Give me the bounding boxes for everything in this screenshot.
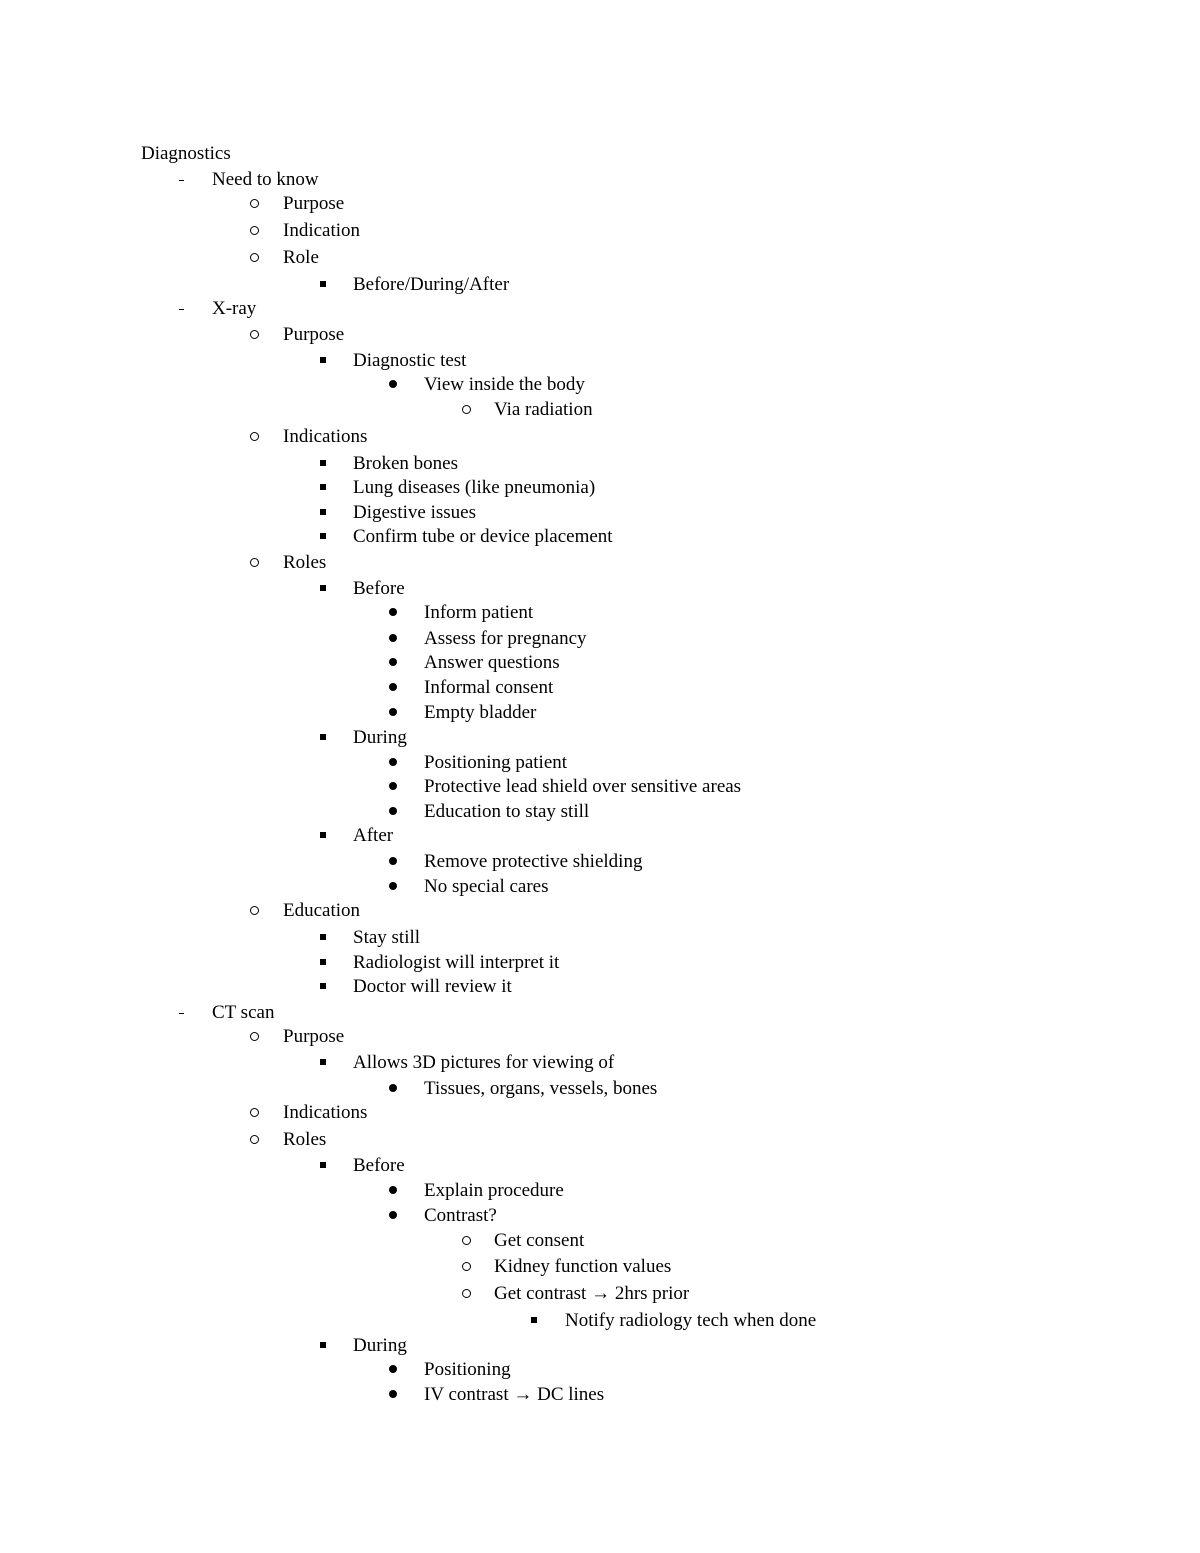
list-item bbox=[0, 750, 1100, 775]
list-item-text: Lung diseases (like pneumonia) bbox=[353, 477, 596, 498]
list-item bbox=[0, 1024, 1100, 1049]
list-item-text: Before/During/After bbox=[353, 274, 510, 295]
list-item bbox=[0, 1050, 1100, 1075]
list-item-text: Role bbox=[283, 247, 319, 268]
dash-bullet-icon bbox=[176, 167, 200, 192]
list-item bbox=[0, 650, 1100, 675]
list-item bbox=[0, 322, 1100, 347]
list-item bbox=[0, 272, 1100, 297]
list-item-text: Radiologist will interpret it bbox=[353, 952, 560, 973]
square-bullet-icon bbox=[319, 1153, 343, 1178]
list-item bbox=[0, 1308, 1100, 1333]
list-item-text: Informal consent bbox=[424, 677, 554, 698]
list-item bbox=[0, 925, 1100, 950]
list-item bbox=[0, 950, 1100, 975]
disc-bullet-icon bbox=[389, 1357, 413, 1382]
list-item-text: Purpose bbox=[283, 193, 345, 214]
square-bullet-icon bbox=[319, 1050, 343, 1075]
list-item bbox=[0, 1100, 1100, 1125]
list-item bbox=[0, 296, 1100, 321]
list-item bbox=[0, 1357, 1100, 1382]
list-item-text: Contrast? bbox=[424, 1205, 497, 1226]
list-item bbox=[0, 500, 1100, 525]
circle-bullet-icon bbox=[461, 1254, 485, 1279]
list-item-text: CT scan bbox=[212, 1002, 275, 1023]
list-item-text: During bbox=[353, 1335, 407, 1356]
square-bullet-icon bbox=[319, 272, 343, 297]
disc-bullet-icon bbox=[389, 774, 413, 799]
circle-bullet-icon bbox=[249, 424, 273, 449]
list-item bbox=[0, 1254, 1100, 1279]
circle-bullet-icon bbox=[249, 191, 273, 216]
list-item-text: View inside the body bbox=[424, 374, 585, 395]
list-item-text: Purpose bbox=[283, 324, 345, 345]
list-item bbox=[0, 424, 1100, 449]
square-bullet-icon bbox=[530, 1308, 554, 1333]
disc-bullet-icon bbox=[389, 1178, 413, 1203]
list-item-text: Get consent bbox=[494, 1230, 585, 1251]
list-item bbox=[0, 725, 1100, 750]
list-item bbox=[0, 700, 1100, 725]
square-bullet-icon bbox=[319, 576, 343, 601]
list-item bbox=[0, 245, 1100, 270]
dash-bullet-icon bbox=[176, 296, 200, 321]
list-item-text: Stay still bbox=[353, 927, 421, 948]
circle-bullet-icon bbox=[249, 218, 273, 243]
list-item-text: Confirm tube or device placement bbox=[353, 526, 613, 547]
list-item-text: Digestive issues bbox=[353, 502, 476, 523]
list-item-text: Assess for pregnancy bbox=[424, 628, 587, 649]
list-item-text: After bbox=[353, 825, 394, 846]
disc-bullet-icon bbox=[389, 849, 413, 874]
square-bullet-icon bbox=[319, 500, 343, 525]
list-item bbox=[0, 550, 1100, 575]
list-item-text: Purpose bbox=[283, 1026, 345, 1047]
list-item-text: Broken bones bbox=[353, 453, 459, 474]
list-item bbox=[0, 1228, 1100, 1253]
document-title: Diagnostics bbox=[141, 143, 231, 164]
list-item-text: Allows 3D pictures for viewing of bbox=[353, 1052, 615, 1073]
list-item bbox=[0, 1153, 1100, 1178]
square-bullet-icon bbox=[319, 925, 343, 950]
list-item-text: Empty bladder bbox=[424, 702, 537, 723]
list-item-text: Get contrast → 2hrs prior bbox=[494, 1283, 690, 1304]
disc-bullet-icon bbox=[389, 799, 413, 824]
list-item bbox=[0, 974, 1100, 999]
square-bullet-icon bbox=[319, 348, 343, 373]
square-bullet-icon bbox=[319, 524, 343, 549]
circle-bullet-icon bbox=[249, 322, 273, 347]
list-item bbox=[0, 397, 1100, 422]
circle-bullet-icon bbox=[249, 245, 273, 270]
square-bullet-icon bbox=[319, 950, 343, 975]
list-item-text: X-ray bbox=[212, 298, 257, 319]
list-item bbox=[0, 1000, 1100, 1025]
list-item bbox=[0, 849, 1100, 874]
list-item bbox=[0, 626, 1100, 651]
list-item-text: Education bbox=[283, 900, 361, 921]
list-item-text: Protective lead shield over sensitive areas bbox=[424, 776, 742, 797]
list-item-text: Doctor will review it bbox=[353, 976, 512, 997]
circle-bullet-icon bbox=[249, 898, 273, 923]
list-item bbox=[0, 191, 1100, 216]
disc-bullet-icon bbox=[389, 750, 413, 775]
list-item-text: No special cares bbox=[424, 876, 549, 897]
square-bullet-icon bbox=[319, 974, 343, 999]
list-item bbox=[0, 1382, 1100, 1407]
list-item bbox=[0, 874, 1100, 899]
list-item bbox=[0, 675, 1100, 700]
list-item bbox=[0, 1076, 1100, 1101]
disc-bullet-icon bbox=[389, 600, 413, 625]
square-bullet-icon bbox=[319, 823, 343, 848]
disc-bullet-icon bbox=[389, 372, 413, 397]
list-item-text: IV contrast → DC lines bbox=[424, 1384, 605, 1405]
list-item bbox=[0, 167, 1100, 192]
list-item bbox=[0, 451, 1100, 476]
list-item-text: Tissues, organs, vessels, bones bbox=[424, 1078, 658, 1099]
list-item-text: Explain procedure bbox=[424, 1180, 564, 1201]
list-item bbox=[0, 218, 1100, 243]
list-item-text: Before bbox=[353, 578, 405, 599]
list-item-text: During bbox=[353, 727, 407, 748]
list-item-text: Diagnostic test bbox=[353, 350, 467, 371]
list-item bbox=[0, 1127, 1100, 1152]
circle-bullet-icon bbox=[249, 550, 273, 575]
list-item-text: Positioning patient bbox=[424, 752, 568, 773]
list-item bbox=[0, 372, 1100, 397]
list-item-text: Notify radiology tech when done bbox=[565, 1310, 817, 1331]
list-item bbox=[0, 774, 1100, 799]
square-bullet-icon bbox=[319, 475, 343, 500]
list-item-text: Indication bbox=[283, 220, 361, 241]
disc-bullet-icon bbox=[389, 874, 413, 899]
square-bullet-icon bbox=[319, 725, 343, 750]
disc-bullet-icon bbox=[389, 1382, 413, 1407]
list-item-text: Via radiation bbox=[494, 399, 593, 420]
list-item-text: Answer questions bbox=[424, 652, 560, 673]
square-bullet-icon bbox=[319, 1333, 343, 1358]
list-item-text: Inform patient bbox=[424, 602, 534, 623]
list-item bbox=[0, 1281, 1100, 1306]
list-item-text: Before bbox=[353, 1155, 405, 1176]
list-item bbox=[0, 524, 1100, 549]
list-item bbox=[0, 576, 1100, 601]
circle-bullet-icon bbox=[249, 1024, 273, 1049]
circle-bullet-icon bbox=[249, 1127, 273, 1152]
list-item bbox=[0, 600, 1100, 625]
disc-bullet-icon bbox=[389, 1203, 413, 1228]
list-item-text: Indications bbox=[283, 426, 368, 447]
disc-bullet-icon bbox=[389, 626, 413, 651]
list-item-text: Roles bbox=[283, 1129, 327, 1150]
list-item bbox=[0, 1178, 1100, 1203]
circle-bullet-icon bbox=[461, 1228, 485, 1253]
list-item bbox=[0, 475, 1100, 500]
disc-bullet-icon bbox=[389, 700, 413, 725]
list-item-text: Roles bbox=[283, 552, 327, 573]
circle-bullet-icon bbox=[249, 1100, 273, 1125]
list-item-text: Need to know bbox=[212, 169, 319, 190]
list-item-text: Education to stay still bbox=[424, 801, 590, 822]
disc-bullet-icon bbox=[389, 1076, 413, 1101]
list-item-text: Positioning bbox=[424, 1359, 511, 1380]
list-item bbox=[0, 348, 1100, 373]
list-item-text: Remove protective shielding bbox=[424, 851, 643, 872]
list-item-text: Indications bbox=[283, 1102, 368, 1123]
square-bullet-icon bbox=[319, 451, 343, 476]
dash-bullet-icon bbox=[176, 1000, 200, 1025]
disc-bullet-icon bbox=[389, 675, 413, 700]
list-item-text: Kidney function values bbox=[494, 1256, 672, 1277]
list-item bbox=[0, 1333, 1100, 1358]
disc-bullet-icon bbox=[389, 650, 413, 675]
circle-bullet-icon bbox=[461, 1281, 485, 1306]
list-item bbox=[0, 898, 1100, 923]
list-item bbox=[0, 1203, 1100, 1228]
list-item bbox=[0, 823, 1100, 848]
circle-bullet-icon bbox=[461, 397, 485, 422]
list-item bbox=[0, 799, 1100, 824]
